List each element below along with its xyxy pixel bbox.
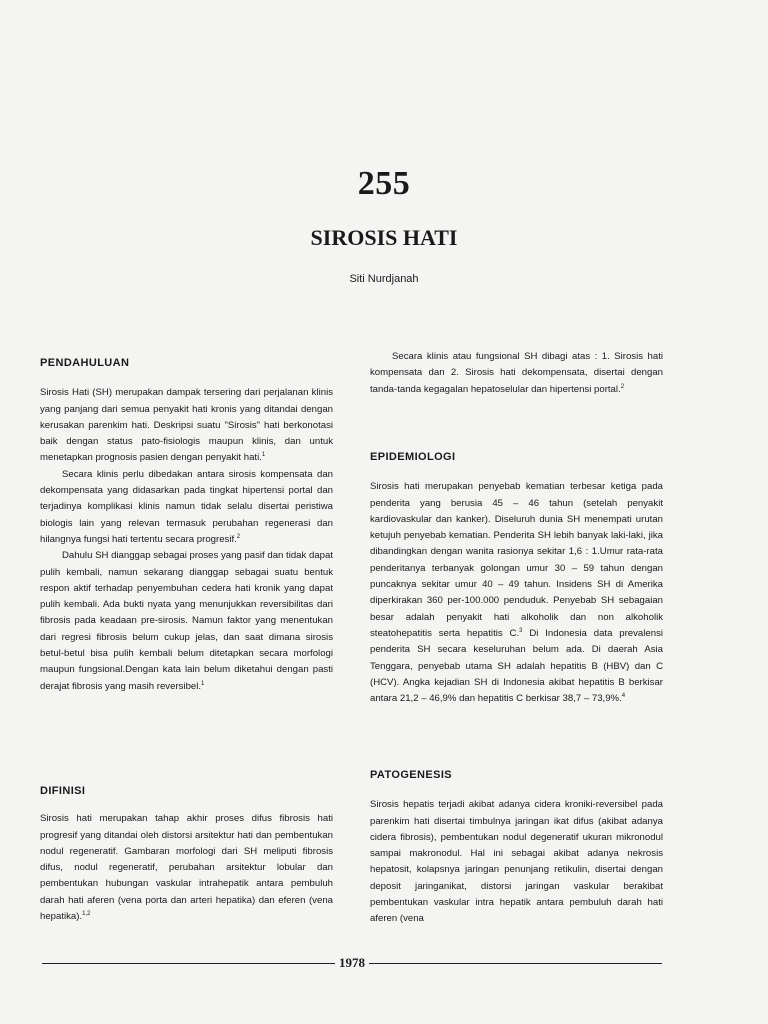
- paragraph: Sirosis Hati (SH) merupakan dampak tersering dari perjalanan klinis yang panjang dari semua penyakit hati kronis yang ditandai dengan kerusakan parenkim hati. Deskripsi suatu "Sirosis" hati berkonotasi baik dengan status pato-fisiologis maupun klinis, dan untuk menetapkan prognosis pasien dengan penyakit hati.$^1$: [40, 387, 333, 464]
- chapter-title: SIROSIS HATI: [310, 225, 458, 250]
- section-heading-difinisi: DIFINISI: [40, 785, 86, 797]
- paragraph: Sirosis hati merupakan penyebab kematian terbesar ketiga pada penderita yang berusia 45 – 46 tahun (setelah penyakit kardiovaskular dan kanker). Diseluruh dunia SH menempati urutan ketujuh penyebab kematian. Penderita SH lebih banyak laki-laki, jika dibandingkan dengan wanita rasionya sekitar 1,6 : 1.Umur rata-rata penderitanya terbanyak golongan umur 30 – 59 tahun dengan puncaknya sekitar umur 40 – 49 tahun. Insidens SH di Amerika diperkirakan 360 per-100.000 penduduk. Penyebab SH sebagaian besar adalah penyakit hati alkoholik dan non alkoholik steatohepatitis serta hepatitis C.$^3$ Di Indonesia data prevalensi penderita SH secara keseluruhan belum ada. Di daerah Asia Tenggara, penyebab utama SH adalah hepatitis B (HBV) dan C (HCV). Angka kejadian SH di Indonesia akibat hepatitis B berkisar antara 21,2 – 46,9% dan hepatitis C berkisar 38,7 – 73,9%.$^4$: [370, 481, 663, 705]
- section-pendahuluan: [40, 355, 333, 695]
- section-heading-patogenesis: PATOGENESIS: [370, 769, 453, 781]
- section-difinisi: [40, 783, 333, 925]
- paragraph: Dahulu SH dianggap sebagai proses yang pasif dan tidak dapat pulih kembali, namun sekarang dianggap sebagai suatu bentuk respon aktif terhadap penyembuhan cedera hati kronik yang dapat pulih kembali. Ada bukti nyata yang menunjukkan reversibilitas dari fibrosis pada keadaan pre-sirosis. Namun faktor yang menentukan dari regresi fibrosis belum cukup jelas, dan saat dimana sirosis betul-betul bisa pulih kembali belum ditetapkan secara morfologi maupun fungsional.Dengan kata lain belum diketahui dengan pasti derajat fibrosis yang masih reversibel.$^1$: [40, 550, 333, 692]
- paragraph: Secara klinis atau fungsional SH dibagi atas : 1. Sirosis hati kompensata dan 2. Sirosis hati dekompensata, disertai dengan tanda-tanda kegagalan hepatoselular dan hipertensi portal.$^2$: [370, 351, 663, 395]
- footer-rule-right: [369, 963, 662, 964]
- section-heading-epidemiologi: EPIDEMIOLOGI: [370, 451, 456, 463]
- author: Siti Nurdjanah: [349, 273, 419, 285]
- paragraph: Sirosis hepatis terjadi akibat adanya cidera kroniki-reversibel pada parenkim hati disertai timbulnya jaringan ikat difus (akibat adanya cidera fibrosis), pembentukan nodul degeneratif ukuran mikronodul sampai makronodul. Hal ini sebagai akibat adanya nekrosis hepatosit, kolapsnya jaringan penunjang retikulin, disertai dengan deposit jaringanikat, distorsi jaringan vaskular berakibat pembentukan vaskular intra hepatik antara pembuluh darah hati aferen (vena: [370, 799, 663, 925]
- section-heading-pendahuluan: PENDAHULUAN: [40, 357, 130, 369]
- page-number: 1978: [339, 955, 365, 970]
- chapter-number: 255: [357, 165, 411, 202]
- section-pendahuluan-cont: [370, 349, 663, 398]
- section-epidemiologi: [370, 449, 663, 707]
- paragraph: Sirosis hati merupakan tahap akhir proses difus fibrosis hati progresif yang ditandai oleh distorsi arsitektur hati dan pembentukan nodul regeneratif. Gambaran morfologi dari SH meliputi fibrosis difus, nodul regeneratif, perubahan arsitektur lobular dan pembentukan hubungan vaskular intrahepatik antara pembuluh darah hati aferen (vena porta dan arteri hepatika) dan eferen (vena hepatika).$^{1,2}$: [40, 813, 333, 923]
- page-footer: [42, 955, 662, 971]
- paragraph: Secara klinis perlu dibedakan antara sirosis kompensata dan dekompensata yang didasarkan pada tingkat hipertensi portal dan terjadinya komplikasi klinis namun tidak selalu disertai peristiwa biologis lain yang relevan termasuk perubahan regenerasi dan hilangnya fungsi hati tertentu secara progresif.$^2$: [40, 468, 333, 545]
- section-patogenesis: [370, 767, 663, 928]
- footer-rule-left: [42, 963, 335, 964]
